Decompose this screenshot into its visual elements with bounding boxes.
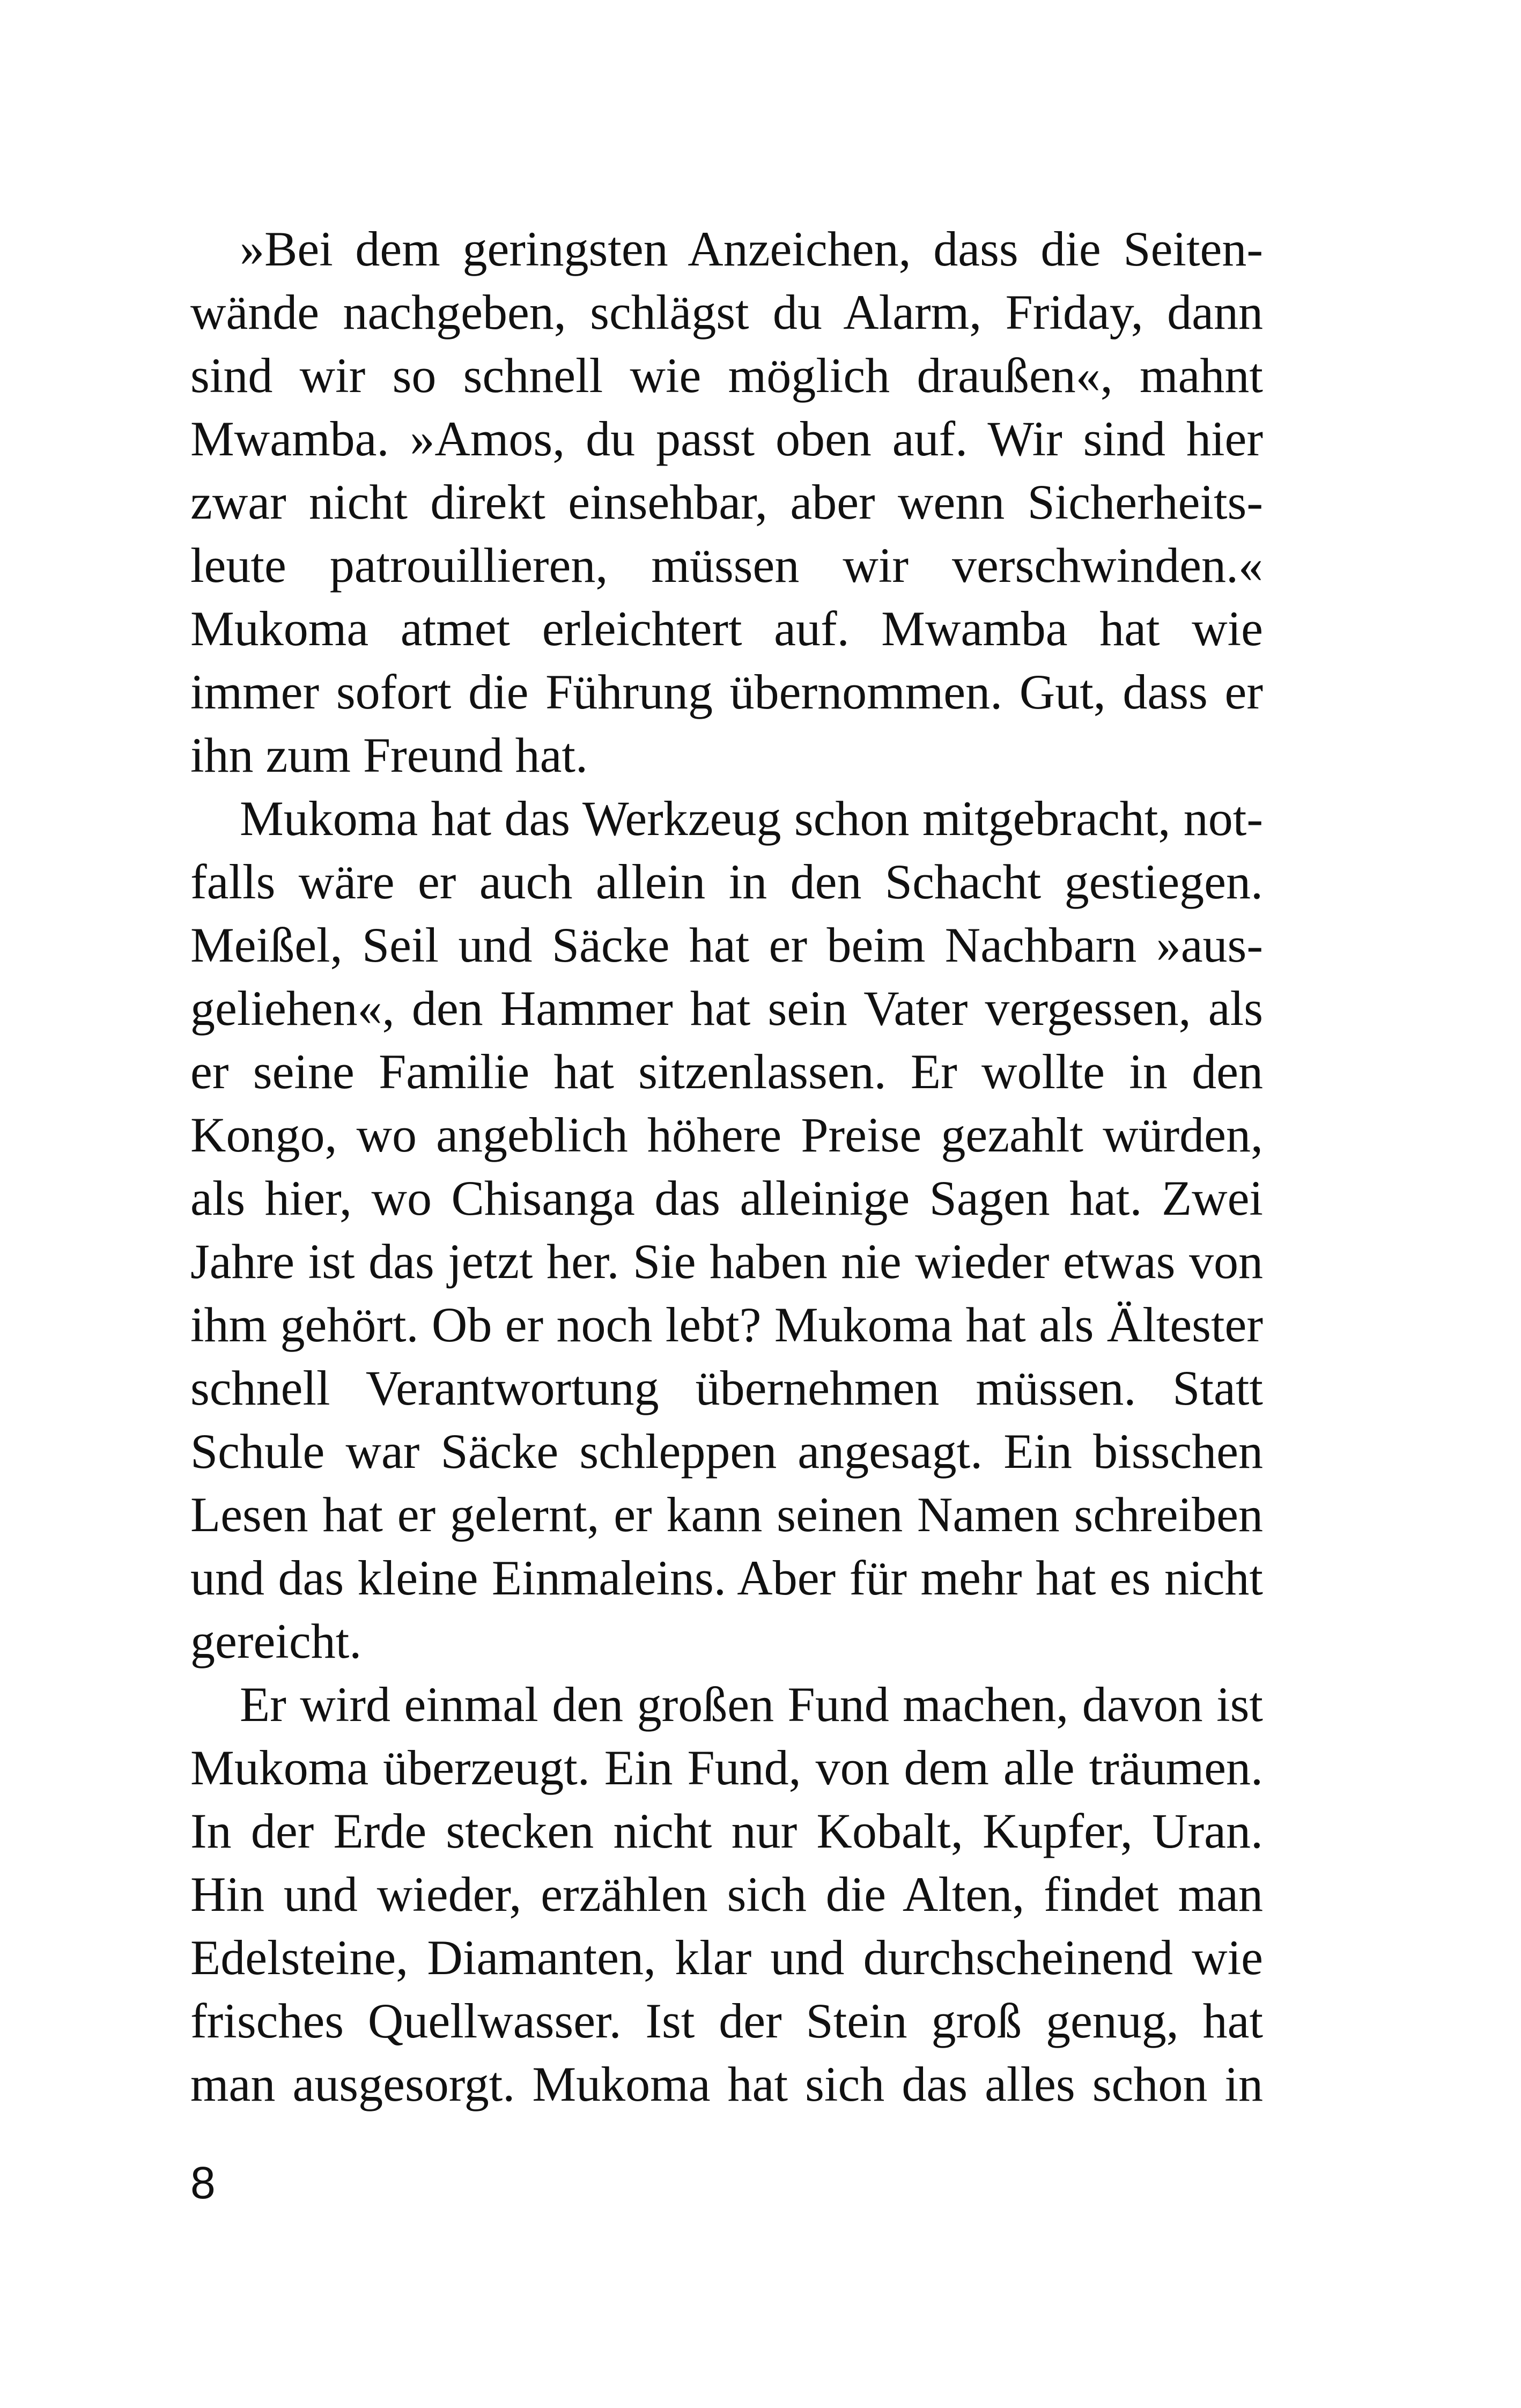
text-line: wände nachgeben, schlägst du Alarm, Friday, dann — [190, 285, 1263, 339]
text-line: leute patrouillieren, müssen wir verschwinden.« — [190, 538, 1263, 593]
text-line: ihm gehört. Ob er noch lebt? Mukoma hat als Ältester — [190, 1297, 1263, 1352]
text-line: Mukoma hat das Werkzeug schon mitgebracht, not- — [240, 791, 1263, 846]
body-text — [190, 217, 1263, 2116]
text-line: man ausgesorgt. Mukoma hat sich das alles schon in — [190, 2057, 1263, 2111]
text-line: Mukoma überzeugt. Ein Fund, von dem alle träumen. — [190, 1740, 1263, 1795]
text-line: Er wird einmal den großen Fund machen, davon ist — [240, 1677, 1263, 1732]
text-line: sind wir so schnell wie möglich draußen«, mahnt — [190, 348, 1263, 403]
paragraph-3 — [190, 1673, 1263, 2116]
text-line: frisches Quellwasser. Ist der Stein groß genug, hat — [190, 1993, 1263, 2048]
text-line: Mukoma atmet erleichtert auf. Mwamba hat wie — [190, 601, 1263, 656]
text-line: falls wäre er auch allein in den Schacht gestiegen. — [190, 854, 1263, 909]
text-line: er seine Familie hat sitzenlassen. Er wollte in den — [190, 1044, 1263, 1099]
page-number: 8 — [190, 2158, 216, 2208]
text-line: ihn zum Freund hat. — [190, 728, 588, 782]
text-line: zwar nicht direkt einsehbar, aber wenn Sicherheits- — [190, 475, 1263, 529]
paragraph-2 — [190, 787, 1263, 1673]
text-line: gereicht. — [190, 1614, 362, 1668]
text-line: immer sofort die Führung übernommen. Gut, dass er — [190, 664, 1263, 719]
text-line: geliehen«, den Hammer hat sein Vater vergessen, als — [190, 981, 1263, 1036]
text-line: schnell Verantwortung übernehmen müssen. Statt — [190, 1361, 1263, 1415]
text-line: Mwamba. »Amos, du passt oben auf. Wir sind hier — [190, 411, 1263, 466]
text-line: als hier, wo Chisanga das alleinige Sagen hat. Zwei — [190, 1171, 1263, 1225]
text-line: Lesen hat er gelernt, er kann seinen Namen schreiben — [190, 1487, 1263, 1542]
text-line: Kongo, wo angeblich höhere Preise gezahlt würden, — [190, 1107, 1263, 1162]
text-line: In der Erde stecken nicht nur Kobalt, Kupfer, Uran. — [190, 1804, 1263, 1858]
text-line: Hin und wieder, erzählen sich die Alten, findet man — [190, 1867, 1263, 1922]
paragraph-1 — [190, 217, 1263, 787]
text-line: Jahre ist das jetzt her. Sie haben nie wieder etwas von — [190, 1234, 1263, 1289]
text-line: Edelsteine, Diamanten, klar und durchscheinend wie — [190, 1930, 1263, 1985]
text-line: »Bei dem geringsten Anzeichen, dass die Seiten- — [240, 221, 1263, 276]
text-line: Meißel, Seil und Säcke hat er beim Nachbarn »aus- — [190, 918, 1263, 972]
text-line: Schule war Säcke schleppen angesagt. Ein bisschen — [190, 1424, 1263, 1479]
text-line: und das kleine Einmaleins. Aber für mehr hat es nicht — [190, 1550, 1263, 1605]
